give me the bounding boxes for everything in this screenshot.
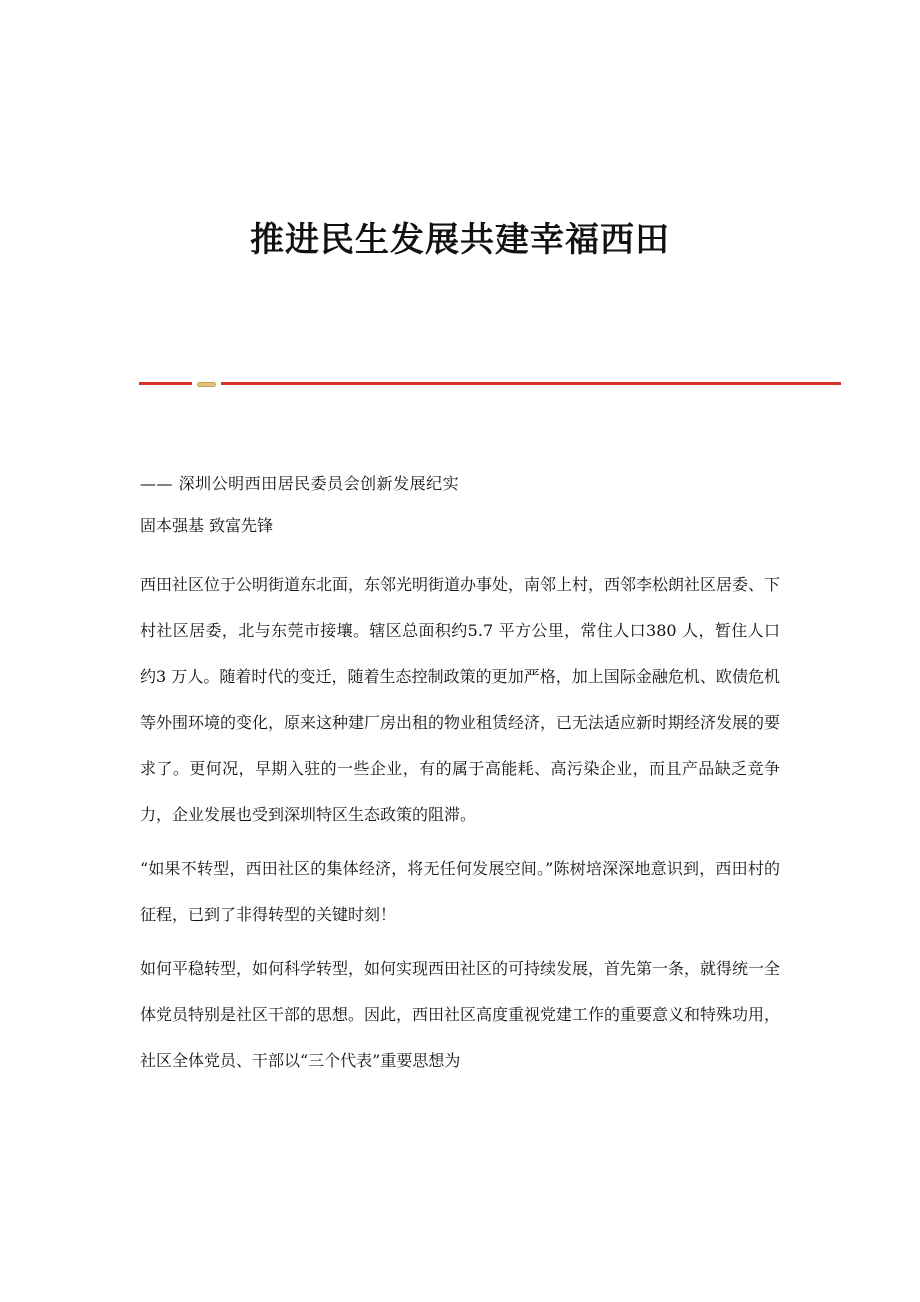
- section-heading: 固本强基 致富先锋: [140, 516, 274, 535]
- paragraph: “如果不转型，西田社区的集体经济，将无任何发展空间。”陈树培深深地意识到，西田村的征程，已到了非得转型的关键时刻！: [140, 859, 780, 924]
- subtitle: —— 深圳公明西田居民委员会创新发展纪实: [140, 474, 460, 493]
- document-body: [140, 468, 780, 1092]
- pencil-icon: [197, 382, 216, 387]
- paragraph: 如何平稳转型，如何科学转型，如何实现西田社区的可持续发展，首先第一条，就得统一全体党员特别是社区干部的思想。因此，西田社区高度重视党建工作的重要意义和特殊功用，社区全体党员、干部以“三个代表”重要思想为: [140, 959, 781, 1070]
- title-divider: [139, 380, 841, 388]
- divider-line: [139, 382, 841, 385]
- page-title: 推进民生发展共建幸福西田: [250, 220, 670, 260]
- paragraph: 西田社区位于公明街道东北面，东邻光明街道办事处，南邻上村，西邻李松朗社区居委、下村社区居委，北与东莞市接壤。辖区总面积约5.7 平方公里，常住人口380 人，暂住人口约3 万人。随着时代的变迁，随着生态控制政策的更加严格，加上国际金融危机、欧债危机等外围环境的变化，原来这种建厂房出租的物业租赁经济，已无法适应新时期经济发展的要求了。更何况，早期入驻的一些企业，有的属于高能耗、高污染企业，而且产品缺乏竞争力，企业发展也受到深圳特区生态政策的阻滞。: [140, 575, 781, 824]
